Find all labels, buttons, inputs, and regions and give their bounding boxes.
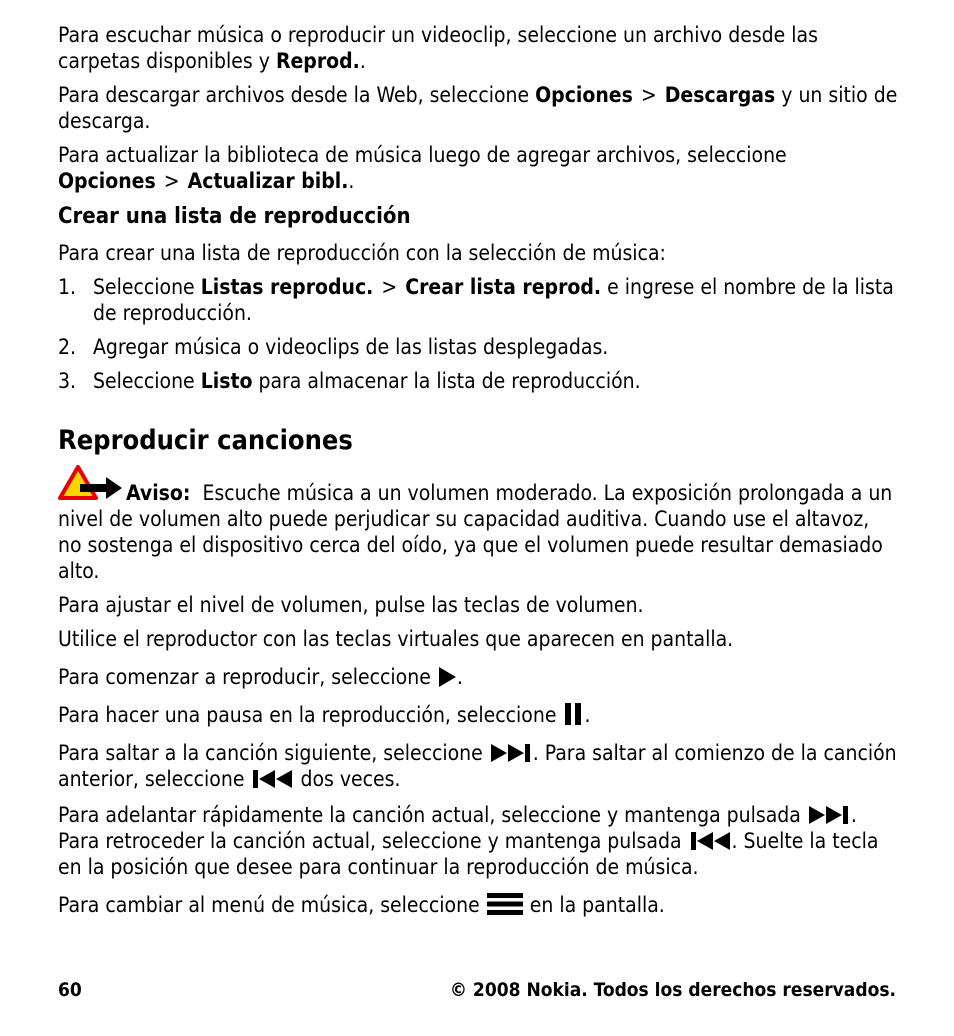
descargas-option: Descargas xyxy=(664,83,776,107)
start-paragraph: Para comenzar a reproducir, seleccione . xyxy=(58,665,463,689)
fast-forward-icon xyxy=(807,804,851,826)
step-number: 3. xyxy=(58,369,77,393)
pause-icon xyxy=(562,702,584,726)
playlist-intro: Para crear una lista de reproducción con la selección de música: xyxy=(58,241,666,265)
page-number: 60 xyxy=(58,979,82,1001)
opciones-option: Opciones xyxy=(535,83,633,107)
player-paragraph: Utilice el reproductor con las teclas virtuales que aparecen en pantalla. xyxy=(58,627,734,651)
intro-paragraph-3: Para actualizar la biblioteca de música luego de agregar archivos, seleccione Opciones > Actualizar bibl.. xyxy=(58,143,787,193)
list-item: 1. Seleccione Listas reproduc. > Crear lista reprod. e ingrese el nombre de la lista de reproducción. xyxy=(58,275,894,325)
next-track-icon xyxy=(489,742,533,764)
play-heading: Reproducir canciones xyxy=(58,425,353,456)
playlist-steps xyxy=(58,274,898,394)
skip-paragraph: Para saltar a la canción siguiente, seleccione . Para saltar al comienzo de la canción anterior, seleccione dos veces. xyxy=(58,741,897,791)
page-content xyxy=(58,22,898,918)
warning-icon xyxy=(58,464,124,504)
rewind-icon xyxy=(688,830,732,852)
reprod-option: Reprod. xyxy=(275,49,360,73)
step-number: 2. xyxy=(58,335,77,359)
menu-separator: > xyxy=(163,169,180,193)
list-item: 3. Seleccione Listo para almacenar la lista de reproducción. xyxy=(58,369,641,393)
intro-paragraph-2: Para descargar archivos desde la Web, seleccione Opciones > Descargas y un sitio de descarga. xyxy=(58,83,898,133)
warning-label: Aviso: xyxy=(126,481,191,505)
playlist-heading: Crear una lista de reproducción xyxy=(58,204,411,229)
menu-icon xyxy=(486,892,524,916)
copyright-notice: © 2008 Nokia. Todos los derechos reservados. xyxy=(449,979,896,1001)
warning-text: Escuche música a un volumen moderado. La exposición prolongada a un nivel de volumen alto puede perjudicar su capacidad auditiva. Cuando use el altavoz, no sostenga el dispositivo cerca del oído, ya que el volumen puede resultar demasiado alto. xyxy=(58,481,893,583)
opciones-option: Opciones xyxy=(58,169,156,193)
volume-paragraph: Para ajustar el nivel de volumen, pulse las teclas de volumen. xyxy=(58,593,644,617)
actualizar-option: Actualizar bibl. xyxy=(187,169,349,193)
play-icon xyxy=(437,666,457,688)
menu-separator: > xyxy=(640,83,657,107)
warning-paragraph xyxy=(58,464,898,584)
list-item: 2. Agregar música o videoclips de las listas desplegadas. xyxy=(58,335,609,359)
step-number: 1. xyxy=(58,275,77,299)
menu-paragraph: Para cambiar al menú de música, seleccione en la pantalla. xyxy=(58,893,665,917)
previous-track-icon xyxy=(250,768,294,790)
fast-forward-paragraph: Para adelantar rápidamente la canción actual, seleccione y mantenga pulsada . Para retroceder la canción actual, seleccione y mantenga pulsada . Suelte la tecla en la posición que desee para continuar la reproducción de música. xyxy=(58,803,879,879)
intro-paragraph-1: Para escuchar música o reproducir un videoclip, seleccione un archivo desde las carpetas disponibles y Reprod.. xyxy=(58,23,818,73)
pause-paragraph: Para hacer una pausa en la reproducción, seleccione . xyxy=(58,703,591,727)
